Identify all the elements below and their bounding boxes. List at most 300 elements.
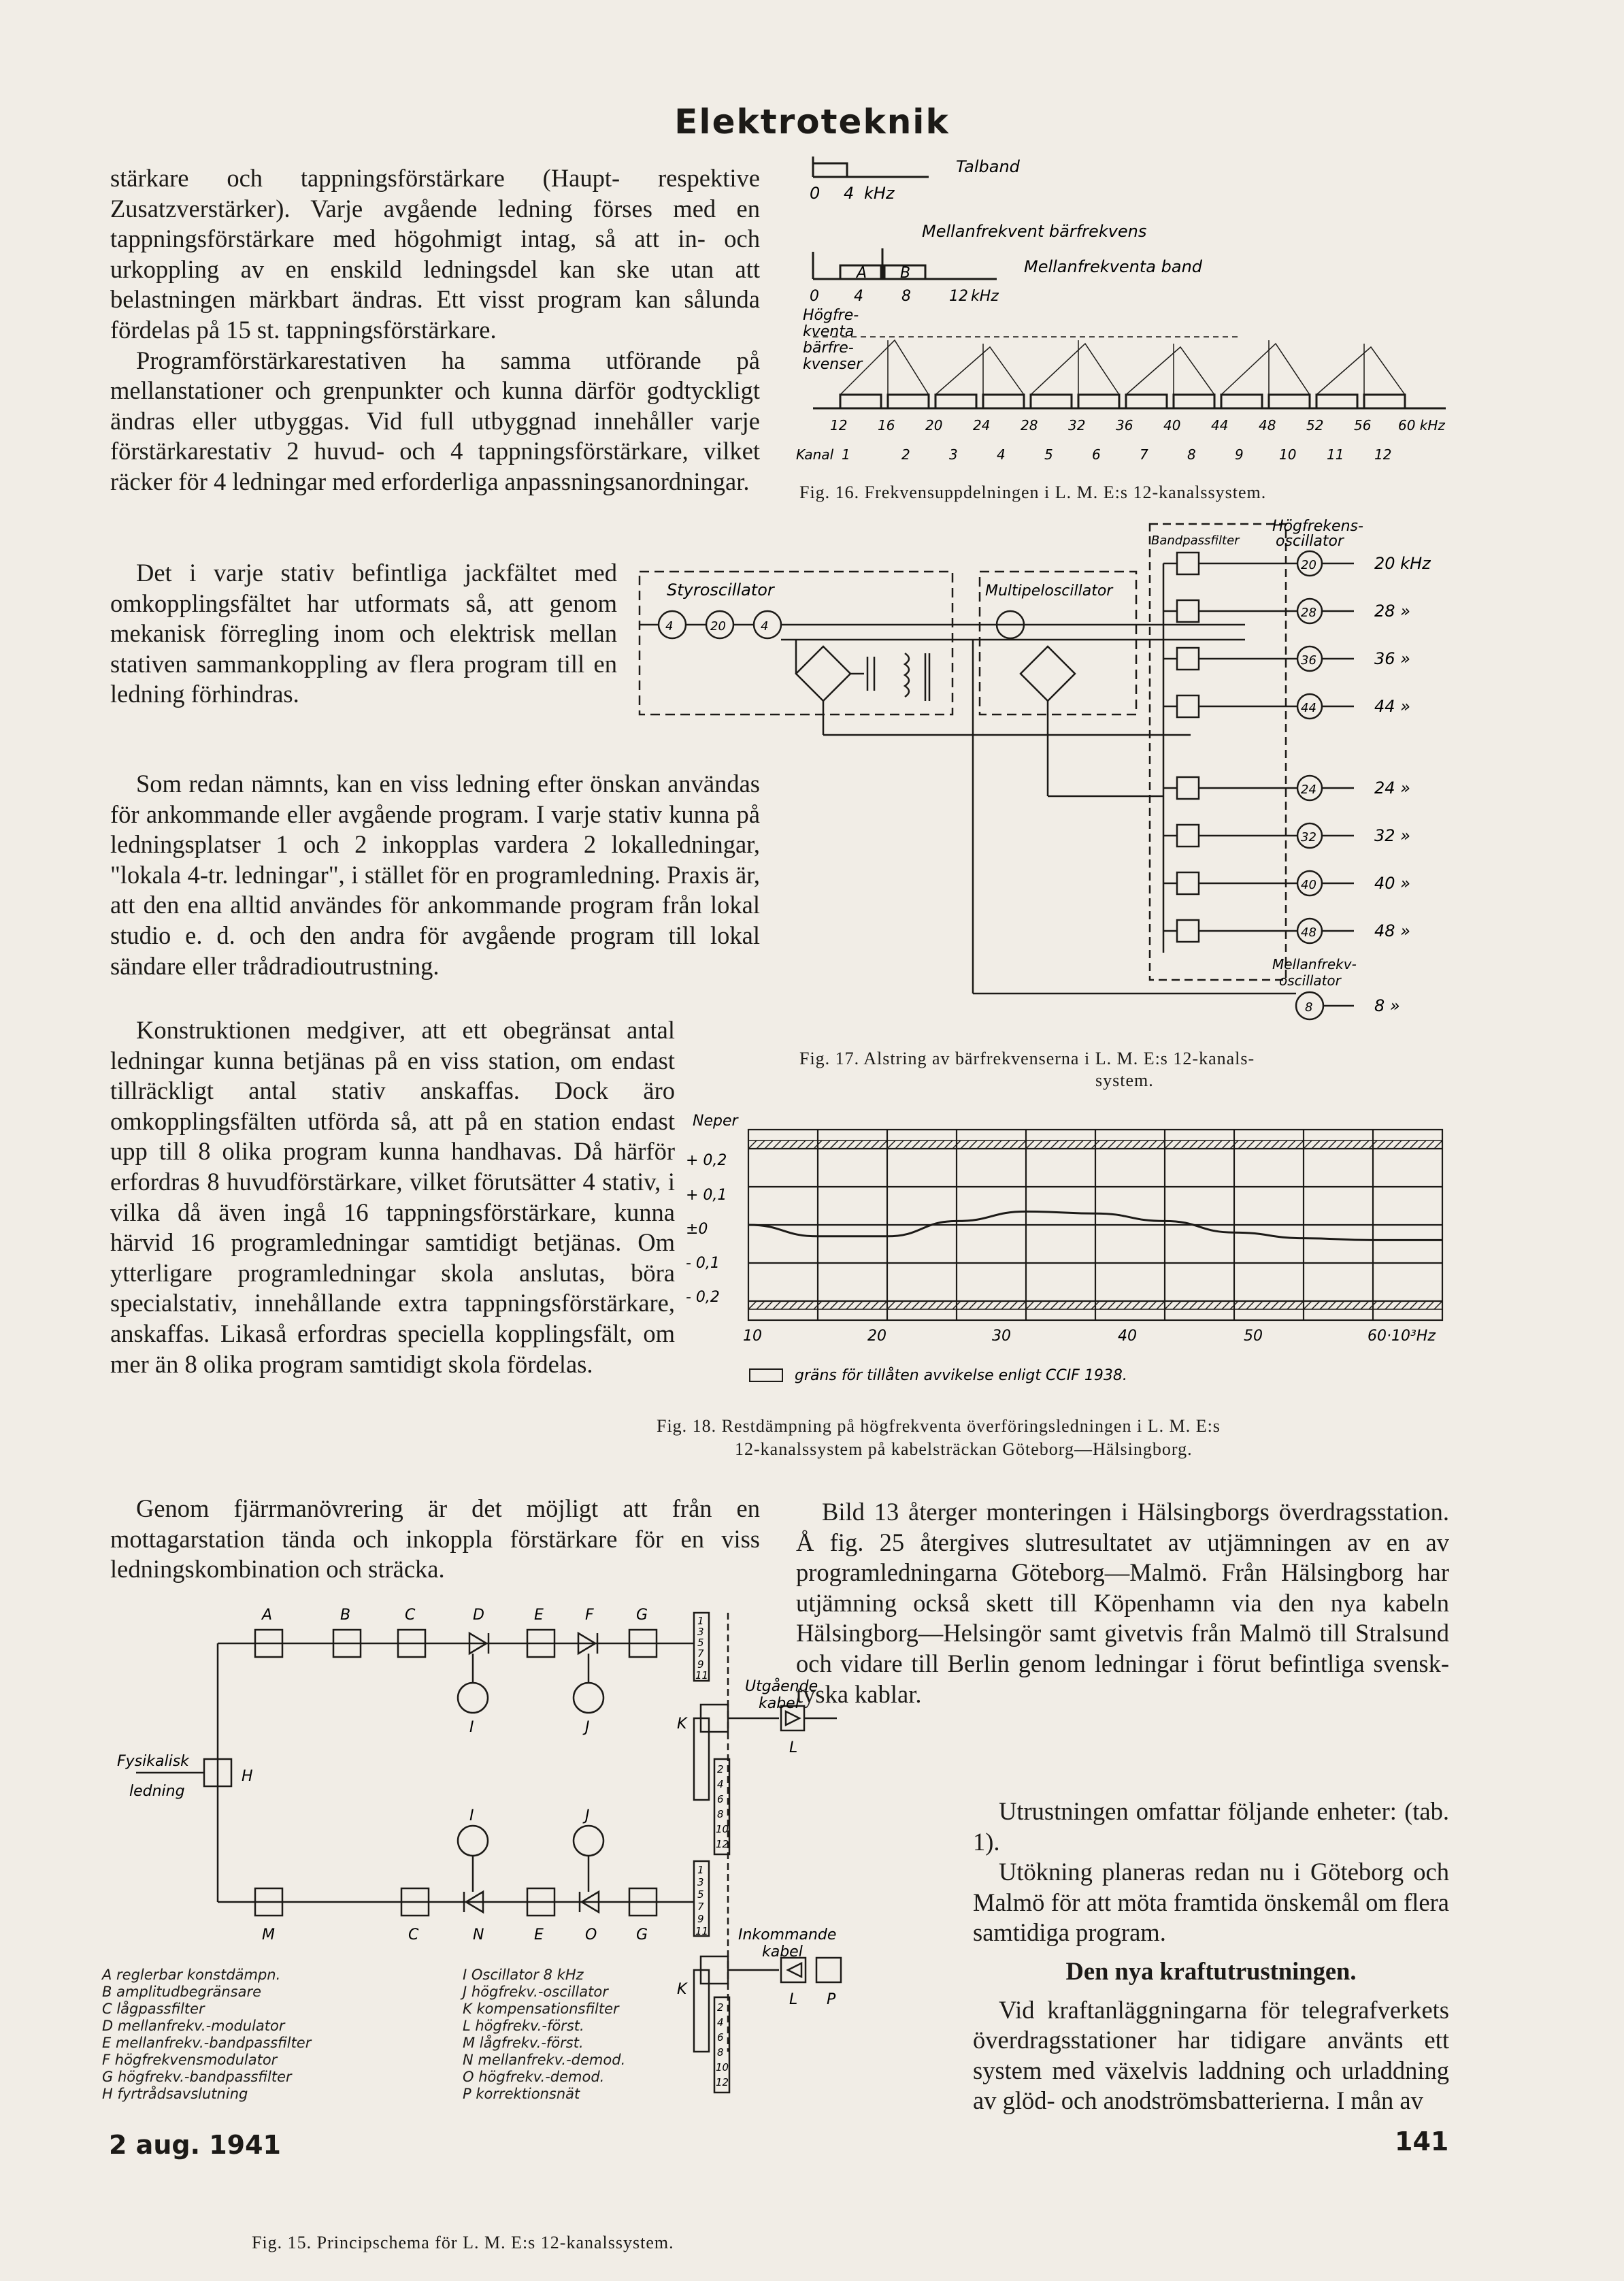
fig15-ch-t1-7: 7 (697, 1647, 704, 1660)
fig18-hatch-lower (920, 1301, 928, 1309)
fig15-ch-b2-2: 2 (717, 2001, 724, 2014)
fig16-freq-16: 16 (878, 417, 895, 433)
fig18-hatch-lower (1132, 1301, 1140, 1309)
fig18-hatch-upper (855, 1140, 863, 1149)
fig16-band-a: A (857, 265, 867, 282)
fig15-ch-t1-9: 9 (697, 1658, 704, 1671)
fig18-hatch-lower (936, 1301, 944, 1309)
fig18-hatch-upper (1393, 1140, 1402, 1149)
fig18-hatch-upper (1295, 1140, 1304, 1149)
fig18-hatch-lower (1263, 1301, 1271, 1309)
fig16-freq-28: 28 (1021, 417, 1038, 433)
fig18-hatch-lower (855, 1301, 863, 1309)
fig18-hatch-upper (1018, 1140, 1026, 1149)
fig18-caption-1: Fig. 18. Restdämpning på högfrekventa överföringsledningen i L. M. E:s (657, 1416, 1221, 1436)
fig15-k-top: K (677, 1716, 687, 1733)
fig18-hatch-upper (1328, 1140, 1336, 1149)
fig18-hatch-lower (887, 1301, 895, 1309)
fig18-hatch-upper (1042, 1140, 1050, 1149)
fig18-hatch-lower (912, 1301, 920, 1309)
fig18-hatch-lower (1157, 1301, 1165, 1309)
fig15-ch-b1-9: 9 (697, 1913, 704, 1925)
fig15-bot-o: O (585, 1926, 597, 1943)
fig18-hatch-lower (1214, 1301, 1222, 1309)
fig16-kanal-6: 6 (1092, 446, 1101, 463)
fig18-hatch-lower (1099, 1301, 1108, 1309)
fig15-fysikalisk-2: ledning (129, 1783, 185, 1800)
fig18-hatch-upper (1385, 1140, 1393, 1149)
fig18-hatch-upper (757, 1140, 765, 1149)
fig18-hatch-lower (1320, 1301, 1328, 1309)
fig18-hatch-lower (1434, 1301, 1442, 1309)
fig18-hatch-upper (838, 1140, 846, 1149)
fig15-legend-h: H fyrtrådsavslutning (102, 2086, 248, 2102)
fig18-hatch-lower (1140, 1301, 1148, 1309)
fig18-hatch-lower (1067, 1301, 1075, 1309)
fig17-out-32: 32 » (1374, 826, 1410, 845)
fig15-legend-l: L högfrekv.-först. (463, 2018, 584, 2034)
fig15-legend-g: G högfrekv.-bandpassfilter (102, 2069, 292, 2085)
footer-page-number: 141 (1395, 2127, 1449, 2156)
fig17-out-40: 40 » (1374, 874, 1410, 893)
fig18-hatch-upper (1181, 1140, 1189, 1149)
fig16-kanal-10: 10 (1279, 446, 1297, 463)
fig16-tick-0: 0 (810, 184, 821, 203)
fig17-out-28: 28 » (1374, 602, 1410, 621)
fig16-kanal-label: Kanal (796, 446, 834, 463)
fig16-kanal-1: 1 (842, 446, 850, 463)
fig17-mf-label-2: oscillator (1279, 972, 1341, 989)
fig17-osc-20: 20 (1301, 558, 1316, 572)
fig18-hatch-lower (1385, 1301, 1393, 1309)
fig18-hatch-upper (985, 1140, 993, 1149)
fig18-hatch-upper (1410, 1140, 1418, 1149)
fig17-mf-osc: 8 (1305, 1000, 1313, 1015)
fig15-bot-e: E (534, 1926, 544, 1943)
fig18-hatch-upper (1402, 1140, 1410, 1149)
fig17-osc-24: 24 (1301, 783, 1316, 797)
fig16-caption: Fig. 16. Frekvensuppdelningen i L. M. E:s 12-kanalssystem. (799, 482, 1267, 502)
fig18-hatch-upper (1132, 1140, 1140, 1149)
fig15-ch-t2-12: 12 (716, 1838, 729, 1850)
fig18-hatch-lower (1165, 1301, 1173, 1309)
fig18-hatch-lower (1034, 1301, 1042, 1309)
fig18-hatch-lower (944, 1301, 952, 1309)
fig18-hatch-lower (895, 1301, 904, 1309)
fig18-hatch-lower (1312, 1301, 1320, 1309)
fig15-ch-t2-8: 8 (717, 1808, 724, 1820)
fig18-hatch-lower (1083, 1301, 1091, 1309)
fig18-hatch-upper (1287, 1140, 1295, 1149)
fig16-freq-32: 32 (1068, 417, 1086, 433)
fig17-osc-32: 32 (1301, 830, 1316, 844)
fig15-ch-t2-6: 6 (717, 1793, 724, 1805)
fig18-hatch-lower (1108, 1301, 1116, 1309)
fig15-legend-d: D mellanfrekv.-modulator (102, 2018, 285, 2034)
fig18-hatch-lower (1042, 1301, 1050, 1309)
fig18-hatch-upper (895, 1140, 904, 1149)
fig17-osc-44: 44 (1301, 701, 1316, 715)
fig15-bot-g: G (636, 1926, 648, 1943)
fig18-hatch-upper (1173, 1140, 1181, 1149)
fig18-hatch-lower (781, 1301, 789, 1309)
fig18-hatch-lower (789, 1301, 797, 1309)
fig18-hatch-lower (1059, 1301, 1067, 1309)
fig18-hatch-upper (993, 1140, 1001, 1149)
fig16-hog-3: bärfre- (803, 340, 854, 357)
fig16-hog-2: kventa (803, 323, 855, 340)
fig15-legend-right (463, 1967, 735, 2103)
fig18-hatch-lower (1018, 1301, 1026, 1309)
fig18-hatch-lower (1026, 1301, 1034, 1309)
fig18-hatch-upper (1197, 1140, 1206, 1149)
right-paragraph-3: Utökning planeras redan nu i Göteborg och Malmö för att möta framtida önskemål om flera samtidiga program. (973, 1858, 1449, 1947)
paragraph-1: stärkare och tappningsförstärkare (Haupt- respektive Zusatzverstärker). Varje avgående ledning förses med en tappningsförstärkare med högohmigt intag, så att in- och urkoppling av en enskild ledningsdel kan ske utan att belastningen märkbart ändras. Ett visst program kan sålunda fördelas på 15 st. tappningsförstärkare. (110, 164, 760, 344)
fig15-osc-i-top: I (469, 1719, 474, 1736)
fig17-bandpass-label: Bandpassfilter (1151, 534, 1240, 548)
fig16-kanal-5: 5 (1044, 446, 1053, 463)
fig18-hatch-upper (797, 1140, 806, 1149)
fig18-hatch-lower (993, 1301, 1001, 1309)
fig18-hatch-upper (1353, 1140, 1361, 1149)
fig15-ch-b1-7: 7 (697, 1901, 704, 1913)
fig15-legend-n: N mellanfrekv.-demod. (463, 2052, 626, 2068)
fig15-top-g: G (636, 1607, 648, 1624)
fig15-legend-f: F högfrekvensmodulator (102, 2052, 278, 2068)
fig18-hatch-upper (1426, 1140, 1434, 1149)
fig18-hatch-upper (1377, 1140, 1385, 1149)
fig18-hatch-lower (1377, 1301, 1385, 1309)
fig15-utgaende-1: Utgående (745, 1678, 818, 1695)
paragraph-6: Genom fjärrmanövrering är det möjligt att från en mottagarstation tända och inkoppla förstärkare för en viss ledningskombination och sträcka. (110, 1494, 760, 1583)
fig18-hatch-upper (1418, 1140, 1426, 1149)
fig16-mtick-12: 12 (949, 288, 968, 305)
fig17-caption-1: Fig. 17. Alstring av bärfrekvenserna i L. M. E:s 12-kanals- (799, 1049, 1255, 1068)
fig18-ytick-4: - 0,2 (686, 1289, 720, 1306)
fig17-out-48: 48 » (1374, 921, 1410, 940)
fig15-ch-b1-11: 11 (695, 1925, 709, 1937)
fig18-hatch-lower (1328, 1301, 1336, 1309)
fig17-mf-label-1: Mellanfrekv- (1272, 956, 1357, 972)
fig18-hatch-lower (1050, 1301, 1059, 1309)
left-text-column-6 (110, 1494, 760, 1585)
fig15-legend-i: I Oscillator 8 kHz (463, 1967, 584, 1983)
fig17-hogfrek-label-1: Högfrekens- (1272, 518, 1363, 535)
fig15-legend-p: P korrektionsnät (463, 2086, 580, 2102)
fig18-hatch-upper (1246, 1140, 1255, 1149)
fig18-hatch-lower (961, 1301, 969, 1309)
fig15-ch-t2-10: 10 (716, 1823, 729, 1835)
fig17-styro-osc-2: 20 (710, 619, 726, 634)
fig17-out-8: 8 » (1374, 996, 1400, 1015)
fig18-hatch-upper (1344, 1140, 1353, 1149)
fig15-ch-t1-11: 11 (695, 1669, 709, 1681)
fig18-hatch-lower (863, 1301, 871, 1309)
fig16-mellan-barfrekvens: Mellanfrekvent bärfrekvens (922, 222, 1147, 241)
fig18-hatch-lower (1271, 1301, 1279, 1309)
fig17-osc-48: 48 (1301, 925, 1316, 940)
fig18-hatch-lower (757, 1301, 765, 1309)
fig15-ch-t1-1: 1 (697, 1615, 704, 1627)
fig16-hog-1: Högfre- (803, 307, 859, 324)
fig18-hatch-upper (904, 1140, 912, 1149)
fig15-ch-b2-4: 4 (717, 2016, 724, 2029)
fig18-hatch-upper (1361, 1140, 1369, 1149)
fig18-hatch-upper (1189, 1140, 1197, 1149)
fig18-hatch-lower (1010, 1301, 1018, 1309)
fig15-legend-e: E mellanfrekv.-bandpassfilter (102, 2035, 312, 2051)
right-paragraph-2: Utrustningen omfattar följande enheter: (tab. 1). (973, 1797, 1449, 1856)
fig16-kanal-7: 7 (1140, 446, 1148, 463)
fig16-kanal-12: 12 (1374, 446, 1392, 463)
fig18-hatch-upper (1255, 1140, 1263, 1149)
fig15-l-top: L (789, 1739, 798, 1756)
fig16-kanal-2: 2 (901, 446, 910, 463)
fig18-hatch-lower (1344, 1301, 1353, 1309)
fig15-fysikalisk-1: Fysikalisk (117, 1753, 189, 1770)
left-text-column (110, 163, 760, 497)
fig18-hatch-lower (1336, 1301, 1344, 1309)
fig16-kanal-11: 11 (1327, 446, 1344, 463)
fig17-out-24: 24 » (1374, 778, 1410, 798)
fig16-freq-36: 36 (1116, 417, 1133, 433)
fig18-hatch-upper (1010, 1140, 1018, 1149)
fig16-diagram (793, 150, 1473, 483)
fig16-freq-40: 40 (1163, 417, 1181, 433)
fig18-hatch-upper (1165, 1140, 1173, 1149)
fig18-hatch-upper (822, 1140, 830, 1149)
fig18-hatch-upper (1434, 1140, 1442, 1149)
fig15-legend-j: J högfrekv.-oscillator (463, 1984, 608, 2000)
fig18-hatch-lower (1222, 1301, 1230, 1309)
fig18-legend-text: gräns för tillåten avvikelse enligt CCIF 1938. (795, 1367, 1127, 1384)
fig18-hatch-upper (969, 1140, 977, 1149)
fig17-styro-osc-3: 4 (761, 619, 769, 634)
fig18-hatch-upper (1108, 1140, 1116, 1149)
fig18-hatch-upper (928, 1140, 936, 1149)
fig18-hatch-upper (1320, 1140, 1328, 1149)
fig15-inkommande-2: kabel (762, 1943, 803, 1960)
right-text-column (796, 1497, 1449, 1709)
fig18-hatch-lower (1173, 1301, 1181, 1309)
fig18-hatch-lower (977, 1301, 985, 1309)
paragraph-2: Programförstärkarestativen ha samma utförande på mellanstationer och grenpunkter och kunna därför godtyckligt ändras eller utbyggas. Vid full utbyggnad innehåller varje förstärkarestativ 2 huvud- och 4 tappningsförstärkare, vilket räcker för 4 ledningar med erforderliga anpassningsanordningar. (110, 346, 760, 495)
fig18-hatch-lower (1295, 1301, 1304, 1309)
fig18-hatch-upper (1083, 1140, 1091, 1149)
fig15-utgaende-2: kabel (759, 1695, 799, 1712)
fig18-hatch-lower (1206, 1301, 1214, 1309)
fig18-hatch-lower (797, 1301, 806, 1309)
fig15-ch-t1-3: 3 (697, 1626, 704, 1638)
fig15-legend-k: K kompensationsfilter (463, 2001, 619, 2017)
fig18-hatch-lower (879, 1301, 887, 1309)
fig18-xtick-40: 40 (1118, 1328, 1137, 1345)
fig18-hatch-upper (1075, 1140, 1083, 1149)
fig18-hatch-lower (765, 1301, 773, 1309)
fig18-hatch-upper (912, 1140, 920, 1149)
fig16-freq-60: 60 kHz (1398, 417, 1445, 433)
fig15-ch-t2-2: 2 (717, 1763, 724, 1775)
fig15-ch-b1-1: 1 (697, 1864, 704, 1876)
fig18-xtick-50: 50 (1244, 1328, 1263, 1345)
fig18-hatch-upper (1001, 1140, 1010, 1149)
fig18-hatch-upper (1336, 1140, 1344, 1149)
fig16-freq-56: 56 (1354, 417, 1372, 433)
fig18-hatch-upper (1059, 1140, 1067, 1149)
fig15-ch-t2-4: 4 (717, 1778, 724, 1790)
fig15-ch-b2-12: 12 (716, 2076, 729, 2088)
left-text-column-narrow (110, 558, 617, 710)
fig18-hatch-upper (1214, 1140, 1222, 1149)
fig18-hatch-upper (887, 1140, 895, 1149)
fig18-hatch-upper (920, 1140, 928, 1149)
fig17-out-20: 20 kHz (1374, 554, 1431, 573)
fig18-hatch-upper (1026, 1140, 1034, 1149)
fig15-h: H (242, 1768, 253, 1785)
fig18-hatch-upper (1116, 1140, 1124, 1149)
fig18-hatch-upper (1279, 1140, 1287, 1149)
paragraph-5: Konstruktionen medgiver, att ett obegränsat antal ledningar kunna betjänas på en viss station, om endast tillräckligt antal stativ anskaffas. Dock äro omkopplingsfälten utförda så, att på en station endast upp till 8 olika program kunna handhavas. Då härför erfordras 8 huvudförstärkare, vilket förutsätter 4 stativ, i vilka då även ingå 16 tappningsförstärkare, kunna härvid 16 programledningar samtidigt betjänas. Om ytterligare programledningar skola anslutas, böra specialstativ, innehållande extra tappningsförstärkare, anskaffas. Likaså erfordras speciella kopplingsfält, om mer än 8 olika program samtidigt skola fördelas. (110, 1016, 675, 1378)
paragraph-3: Det i varje stativ befintliga jackfältet med omkopplingsfältet har utformats så, att genom mekanisk förregling inom och elektrisk mellan stativen sammankoppling av flera program till en ledning förhindras. (110, 559, 617, 708)
fig17-styro-osc-1: 4 (665, 619, 674, 634)
fig18-caption-2: 12-kanalssystem på kabelsträckan Göteborg—Hälsingborg. (735, 1439, 1193, 1459)
fig16-freq-44: 44 (1211, 417, 1229, 433)
fig16-mtick-4: 4 (854, 288, 863, 305)
paragraph-4: Som redan nämnts, kan en viss ledning efter önskan användas för ankommande eller avgående program. I varje stativ kunna på ledningsplatser 1 och 2 inkopplas vardera 2 lokalledningar, "lokala 4-tr. ledningar", i stället för en programledning. Praxis är, att den ena alltid användes för ankommande program från lokal studio e. d. och den andra för avgående program till lokal sändare eller trådradioutrustning. (110, 770, 760, 980)
fig18-hatch-lower (822, 1301, 830, 1309)
fig18-hatch-upper (748, 1140, 757, 1149)
fig15-bot-c: C (408, 1926, 419, 1943)
fig15-bot-m: M (262, 1926, 275, 1943)
right-text-column-narrow (973, 1796, 1449, 2116)
fig18-hatch-lower (1393, 1301, 1402, 1309)
fig18-ytick-0: + 0,2 (686, 1152, 727, 1169)
fig15-ch-b1-3: 3 (697, 1876, 704, 1888)
fig18-ytick-3: - 0,1 (686, 1255, 720, 1272)
fig18-hatch-lower (928, 1301, 936, 1309)
fig18-hatch-lower (1402, 1301, 1410, 1309)
fig18-hatch-lower (1181, 1301, 1189, 1309)
fig15-top-d: D (473, 1607, 484, 1624)
fig15-ch-b2-8: 8 (717, 2046, 724, 2058)
fig18-hatch-upper (936, 1140, 944, 1149)
fig18-hatch-upper (1050, 1140, 1059, 1149)
fig15-l-bot: L (789, 1991, 798, 2008)
right-paragraph-1: Bild 13 återger monteringen i Hälsingborgs överdragsstation. Å fig. 25 återgives slutresultatet av utjämningen av en av programledningarna Göteborg—Malmö. Från Hälsingborg har utjämning också skett till Köpenhamn via den nya kabeln Hälsingborg—Helsingör samt givetvis från Malmö till Stralsund och vidare till Berlin genom ledningar i förut befintliga svensk-tyska kablar. (796, 1498, 1449, 1708)
fig16-hog-4: kvenser (803, 356, 863, 373)
fig15-top-e: E (534, 1607, 544, 1624)
fig16-freq-24: 24 (973, 417, 991, 433)
fig17-osc-40: 40 (1301, 878, 1316, 892)
fig16-kanal-4: 4 (997, 446, 1006, 463)
fig17-hogfrek-label-2: oscillator (1276, 533, 1344, 550)
fig18-ytick-2: ±0 (686, 1221, 708, 1238)
page-header-title: Elektroteknik (674, 102, 950, 142)
fig18-hatch-upper (789, 1140, 797, 1149)
fig17-multipel-label: Multipeloscillator (985, 582, 1113, 600)
fig18-hatch-upper (806, 1140, 814, 1149)
fig18-hatch-lower (1287, 1301, 1295, 1309)
fig18-hatch-upper (977, 1140, 985, 1149)
fig18-xtick-10: 10 (743, 1328, 762, 1345)
fig18-xtick-60: 60·10³Hz (1368, 1328, 1436, 1345)
fig18-hatch-upper (871, 1140, 879, 1149)
fig18-hatch-lower (806, 1301, 814, 1309)
fig16-mellan-band: Mellanfrekventa band (1024, 257, 1203, 276)
fig18-hatch-lower (1361, 1301, 1369, 1309)
fig18-hatch-upper (1206, 1140, 1214, 1149)
fig18-xtick-30: 30 (992, 1328, 1011, 1345)
fig18-hatch-upper (1124, 1140, 1132, 1149)
fig17-styroscillator-label: Styroscillator (667, 580, 774, 600)
fig18-hatch-lower (1255, 1301, 1263, 1309)
fig15-top-b: B (340, 1607, 351, 1624)
fig15-ch-b2-6: 6 (717, 2031, 724, 2044)
fig18-hatch-lower (871, 1301, 879, 1309)
fig18-hatch-upper (1263, 1140, 1271, 1149)
fig17-out-44: 44 » (1374, 697, 1410, 716)
fig15-bot-n: N (473, 1926, 484, 1943)
fig16-tick-4: 4 (844, 184, 855, 203)
fig18-hatch-lower (1238, 1301, 1246, 1309)
fig18-legend-swatch (750, 1369, 782, 1381)
fig18-hatch-lower (1418, 1301, 1426, 1309)
fig18-hatch-upper (863, 1140, 871, 1149)
fig18-hatch-upper (846, 1140, 855, 1149)
fig18-hatch-upper (1099, 1140, 1108, 1149)
fig18-hatch-lower (1001, 1301, 1010, 1309)
fig17-osc-28: 28 (1301, 606, 1316, 620)
fig18-hatch-upper (1067, 1140, 1075, 1149)
fig15-legend-m: M lågfrekv.-först. (463, 2035, 584, 2051)
fig16-freq-12: 12 (830, 417, 848, 433)
fig15-osc-i-bot: I (469, 1807, 474, 1824)
fig18-hatch-lower (830, 1301, 838, 1309)
fig18-hatch-lower (1426, 1301, 1434, 1309)
fig18-hatch-lower (846, 1301, 855, 1309)
fig18-hatch-lower (1124, 1301, 1132, 1309)
fig16-mtick-khz: kHz (971, 288, 999, 305)
fig15-top-a: A (262, 1607, 273, 1624)
fig18-hatch-upper (961, 1140, 969, 1149)
fig18-hatch-lower (1148, 1301, 1157, 1309)
fig16-kanal-8: 8 (1187, 446, 1196, 463)
fig18-hatch-upper (781, 1140, 789, 1149)
fig18-hatch-lower (969, 1301, 977, 1309)
fig18-hatch-lower (748, 1301, 757, 1309)
fig18-hatch-lower (1410, 1301, 1418, 1309)
fig15-top-f: F (585, 1607, 594, 1624)
fig15-top-c: C (405, 1607, 416, 1624)
fig18-hatch-upper (1222, 1140, 1230, 1149)
fig15-legend-o: O högfrekv.-demod. (463, 2069, 605, 2085)
fig18-hatch-upper (1238, 1140, 1246, 1149)
fig16-mtick-8: 8 (901, 288, 911, 305)
fig18-hatch-upper (765, 1140, 773, 1149)
fig17-diagram (633, 517, 1470, 1041)
fig16-freq-20: 20 (925, 417, 943, 433)
fig18-hatch-upper (879, 1140, 887, 1149)
fig18-hatch-lower (1116, 1301, 1124, 1309)
fig18-hatch-lower (1246, 1301, 1255, 1309)
fig18-ytick-1: + 0,1 (686, 1187, 727, 1204)
fig16-freq-48: 48 (1259, 417, 1276, 433)
fig16-talband-label: Talband (956, 157, 1020, 176)
fig15-osc-j-top: J (585, 1719, 590, 1736)
fig18-hatch-lower (1279, 1301, 1287, 1309)
fig18-hatch-upper (1312, 1140, 1320, 1149)
fig15-ch-b1-5: 5 (697, 1888, 704, 1901)
